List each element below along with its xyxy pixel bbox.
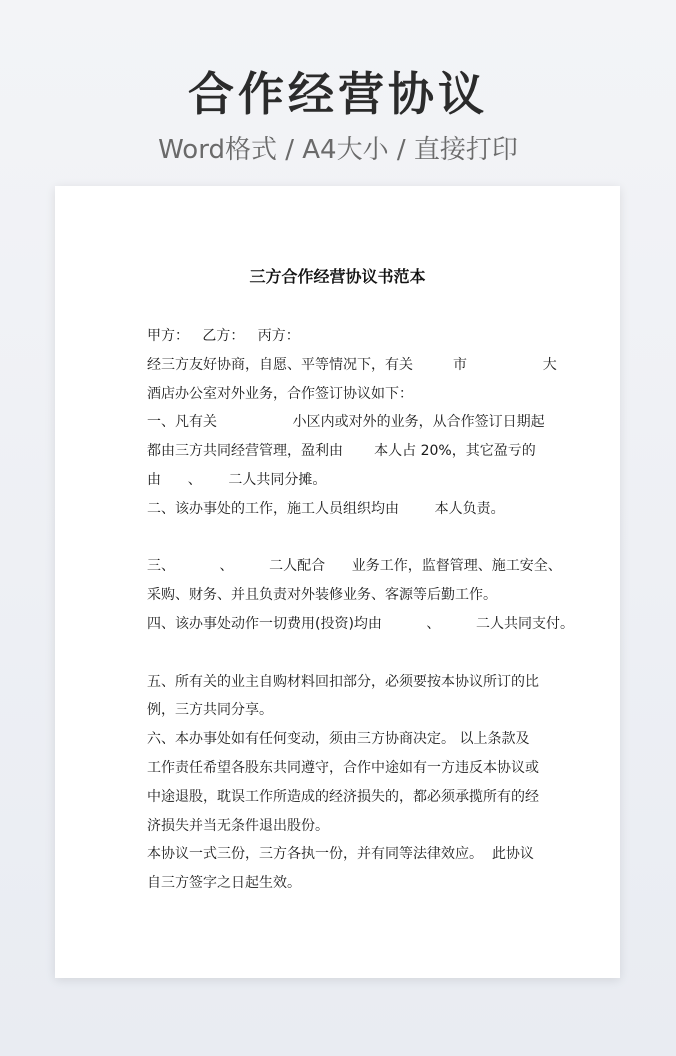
clause-6-line: 济损失并当无条件退出股份。 bbox=[147, 817, 329, 834]
clause-2-line: 二、该办事处的工作，施工人员组织均由 本人负责。 bbox=[147, 500, 505, 517]
clause-6-line: 六、本办事处如有任何变动，须由三方协商决定。 以上条款及 bbox=[147, 731, 530, 748]
closing-line: 本协议一式三份，三方各执一份，并有同等法律效应。 此协议 bbox=[147, 846, 534, 863]
closing-line: 自三方签字之日起生效。 bbox=[147, 875, 301, 892]
body-line: 酒店办公室对外业务，合作签订协议如下： bbox=[147, 385, 413, 402]
banner-title: 合作经营协议 bbox=[188, 67, 488, 121]
body-line: 经三方友好协商，自愿、平等情况下，有关 市 大 bbox=[147, 356, 557, 373]
clause-4-line: 四、该办事处动作一切费用(投资)均由 、 二人共同支付。 bbox=[147, 615, 575, 632]
clause-5-line: 五、所有关的业主自购材料回扣部分，必须要按本协议所订的比 bbox=[147, 673, 539, 690]
clause-1-line: 由 、 二人共同分摊。 bbox=[147, 471, 327, 488]
clause-1-line: 一、凡有关 小区内或对外的业务，从合作签订日期起 bbox=[147, 414, 545, 431]
clause-3-line: 采购、财务、并且负责对外装修业务、客源等后勤工作。 bbox=[147, 587, 497, 604]
clause-3-line: 三、 、 二人配合 业务工作，监督管理、施工安全、 bbox=[147, 558, 562, 575]
banner-subtitle: Word格式 / A4大小 / 直接打印 bbox=[158, 135, 518, 165]
document-page bbox=[55, 186, 620, 978]
clause-1-line: 都由三方共同经营管理，盈利由 本人占 20%，其它盈亏的 bbox=[147, 443, 536, 460]
clause-6-line: 工作责任希望各股东共同遵守，合作中途如有一方违反本协议或 bbox=[147, 759, 539, 776]
document-body bbox=[147, 322, 575, 898]
blank-line bbox=[147, 639, 530, 668]
document-title: 三方合作经营协议书范本 bbox=[249, 267, 426, 286]
blank-line bbox=[147, 524, 530, 553]
clause-6-line: 中途退股，耽误工作所造成的经济损失的，都必须承揽所有的经 bbox=[147, 788, 539, 805]
banner-header bbox=[0, 62, 676, 170]
parties-line: 甲方： 乙方： 丙方： bbox=[147, 328, 300, 344]
clause-5-line: 例，三方共同分享。 bbox=[147, 702, 273, 719]
